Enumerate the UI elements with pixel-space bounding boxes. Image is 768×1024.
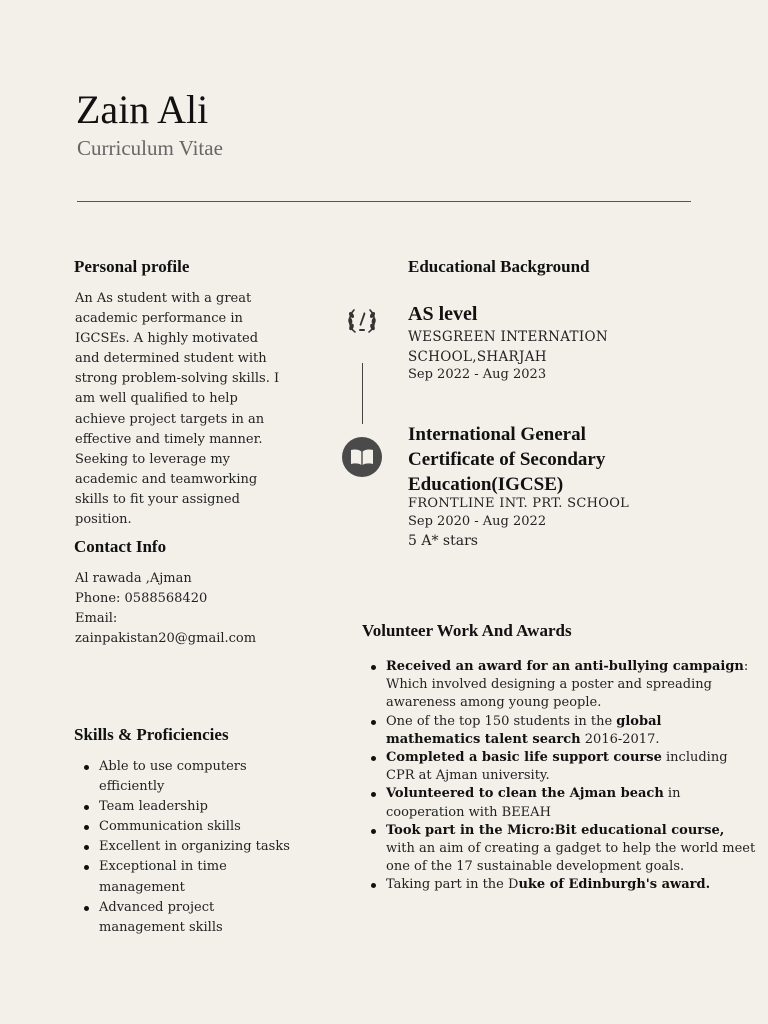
personal-profile-heading: Personal profile bbox=[74, 257, 190, 276]
contact-phone: Phone: 0588568420 bbox=[75, 591, 208, 607]
volunteer-item: Volunteered to clean the Ajman beach in cooperation with BEEAH bbox=[386, 785, 756, 821]
laurel-wreath-icon bbox=[342, 302, 382, 342]
contact-email-label: Email: bbox=[75, 611, 118, 627]
volunteer-item: Received an award for an anti-bullying campaign: Which involved designing a poster and spreading awareness among young people. bbox=[386, 658, 756, 713]
cv-name: Zain Ali bbox=[76, 87, 209, 132]
volunteer-list bbox=[362, 658, 756, 895]
skill-item: Excellent in organizing tasks bbox=[99, 837, 304, 857]
education-dates: Sep 2020 - Aug 2022 bbox=[408, 514, 547, 529]
education-grade: 5 A* stars bbox=[408, 533, 478, 549]
skill-item: Advanced project management skills bbox=[99, 898, 304, 938]
volunteer-item: Taking part in the Duke of Edinburgh's award. bbox=[386, 876, 756, 894]
education-school: FRONTLINE INT. PRT. SCHOOL bbox=[408, 496, 630, 511]
skill-item: Exceptional in time management bbox=[99, 857, 304, 897]
education-title: International General Certificate of Secondary Education(IGCSE) bbox=[408, 424, 606, 495]
skill-item: Team leadership bbox=[99, 797, 304, 817]
contact-info-heading: Contact Info bbox=[74, 537, 167, 556]
education-title: AS level bbox=[408, 303, 478, 325]
volunteer-item: Took part in the Micro:Bit educational course, with an aim of creating a gadget to help the world meet one of the 17 sustainable development goals. bbox=[386, 822, 756, 877]
education-dates: Sep 2022 - Aug 2023 bbox=[408, 367, 547, 382]
volunteer-item: Completed a basic life support course including CPR at Ajman university. bbox=[386, 749, 756, 785]
contact-address: Al rawada ,Ajman bbox=[75, 571, 192, 586]
skills-list bbox=[75, 757, 304, 938]
education-school: WESGREEN INTERNATION SCHOOL,SHARJAH bbox=[408, 329, 608, 365]
personal-profile-text: An As student with a great academic performance in IGCSEs. A highly motivated and determined student with strong problem-solving skills. I am well qualified to help achieve project targets in an effective and timely manner. Seeking to leverage my academic and teamworking skills to fit your assigned position. bbox=[75, 291, 280, 528]
volunteer-item: One of the top 150 students in the global mathematics talent search 2016-2017. bbox=[386, 713, 756, 749]
education-heading: Educational Background bbox=[408, 257, 590, 276]
contact-email: zainpakistan20@gmail.com bbox=[75, 631, 257, 647]
volunteer-heading: Volunteer Work And Awards bbox=[362, 621, 572, 640]
open-book-icon bbox=[342, 437, 382, 477]
skill-item: Communication skills bbox=[99, 817, 304, 837]
contact-info bbox=[75, 569, 315, 649]
cv-subtitle: Curriculum Vitae bbox=[77, 136, 223, 160]
skill-item: Able to use computers efficiently bbox=[99, 757, 304, 797]
timeline-connector bbox=[362, 363, 363, 424]
header-divider bbox=[77, 201, 691, 202]
skills-heading: Skills & Proficiencies bbox=[74, 725, 229, 744]
